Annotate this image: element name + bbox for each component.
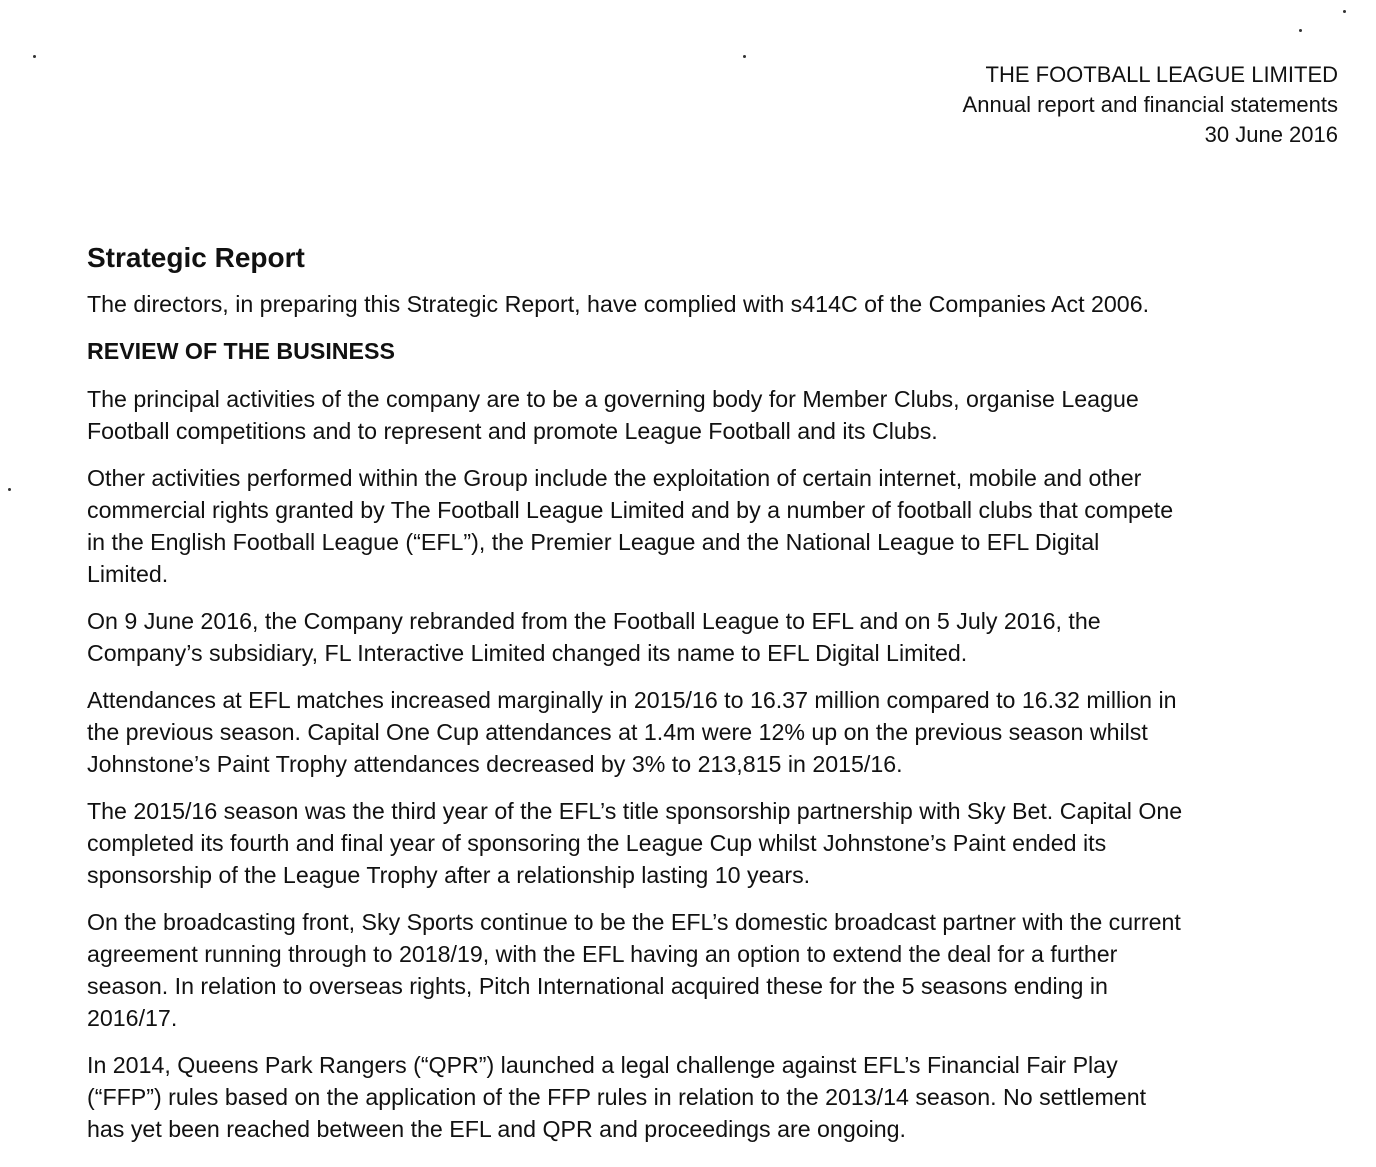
page-title: Strategic Report <box>87 242 305 273</box>
report-body <box>87 240 1362 1160</box>
scan-speck <box>743 55 746 58</box>
text-line: has yet been reached between the EFL and QPR and proceedings are ongoing. <box>87 1116 907 1142</box>
text-line: Johnstone’s Paint Trophy attendances decreased by 3% to 213,815 in 2015/16. <box>87 751 903 777</box>
scan-speck <box>1343 10 1346 13</box>
text-line: sponsorship of the League Trophy after a relationship lasting 10 years. <box>87 862 811 888</box>
text-line: the previous season. Capital One Cup attendances at 1.4m were 12% up on the previous season whilst <box>87 719 1148 745</box>
paragraph <box>87 906 1362 1034</box>
text-line: Attendances at EFL matches increased marginally in 2015/16 to 16.37 million compared to 16.32 million in <box>87 687 1177 713</box>
text-line: In 2014, Queens Park Rangers (“QPR”) launched a legal challenge against EFL’s Financial Fair Play <box>87 1052 1118 1078</box>
paragraph <box>87 684 1362 780</box>
scan-speck <box>8 488 11 491</box>
paragraph <box>87 605 1362 669</box>
text-line: Limited. <box>87 561 169 587</box>
report-date: 30 June 2016 <box>1204 122 1338 147</box>
text-line: On the broadcasting front, Sky Sports continue to be the EFL’s domestic broadcast partner with the current <box>87 909 1181 935</box>
report-name: Annual report and financial statements <box>962 92 1338 117</box>
section-heading: REVIEW OF THE BUSINESS <box>87 338 395 364</box>
text-line: in the English Football League (“EFL”), the Premier League and the National League to EFL Digital <box>87 529 1100 555</box>
company-name: THE FOOTBALL LEAGUE LIMITED <box>985 62 1338 87</box>
text-line: agreement running through to 2018/19, with the EFL having an option to extend the deal for a further <box>87 941 1118 967</box>
text-line: completed its fourth and final year of sponsoring the League Cup whilst Johnstone’s Paint ended its <box>87 830 1107 856</box>
text-line: Other activities performed within the Group include the exploitation of certain internet, mobile and other <box>87 465 1142 491</box>
scan-speck <box>33 55 36 58</box>
paragraph <box>87 1049 1362 1145</box>
text-line: The 2015/16 season was the third year of the EFL’s title sponsorship partnership with Sky Bet. Capital One <box>87 798 1183 824</box>
text-line: Football competitions and to represent and promote League Football and its Clubs. <box>87 418 938 444</box>
text-line: (“FFP”) rules based on the application of the FFP rules in relation to the 2013/14 season. No settlement <box>87 1084 1147 1110</box>
paragraph <box>87 795 1362 891</box>
text-line: season. In relation to overseas rights, Pitch International acquired these for the 5 seasons ending in <box>87 973 1108 999</box>
document-header <box>963 60 1338 150</box>
scan-speck <box>1299 29 1302 32</box>
intro-paragraph: The directors, in preparing this Strategic Report, have complied with s414C of the Companies Act 2006. <box>87 291 1150 317</box>
text-line: commercial rights granted by The Football League Limited and by a number of football clubs that compete <box>87 497 1174 523</box>
text-line: On 9 June 2016, the Company rebranded from the Football League to EFL and on 5 July 2016, the <box>87 608 1101 634</box>
paragraph <box>87 383 1362 447</box>
text-line: The principal activities of the company are to be a governing body for Member Clubs, organise League <box>87 386 1139 412</box>
paragraph <box>87 462 1362 590</box>
text-line: 2016/17. <box>87 1005 178 1031</box>
text-line: Company’s subsidiary, FL Interactive Limited changed its name to EFL Digital Limited. <box>87 640 968 666</box>
